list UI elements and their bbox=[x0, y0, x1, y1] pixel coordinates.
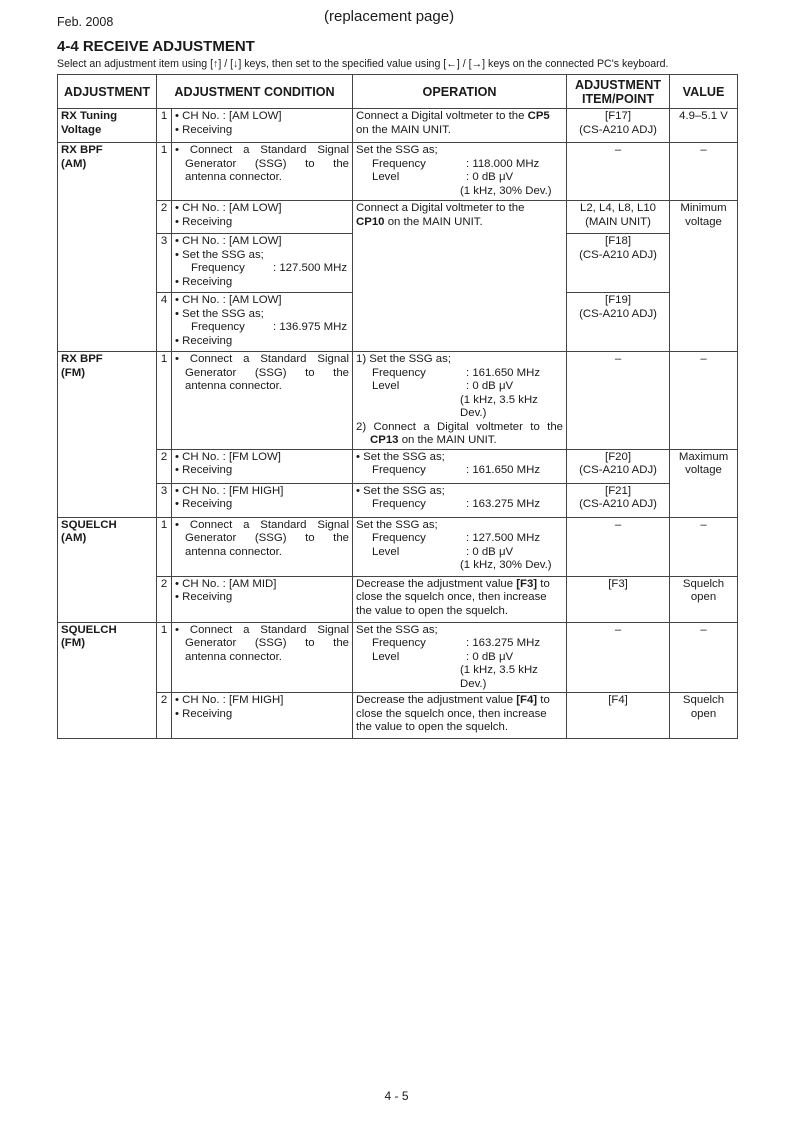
condition-line: • Receiving bbox=[175, 124, 349, 138]
operation-line: Decrease the adjustment value [F4] to bbox=[356, 694, 550, 706]
operation-cell bbox=[353, 517, 567, 576]
item-point-line: [F18] bbox=[605, 235, 631, 247]
item-point-line: [F20] bbox=[605, 450, 631, 463]
condition-line: • Receiving bbox=[175, 335, 349, 349]
condition-cell bbox=[172, 109, 353, 143]
step-number: 3 bbox=[157, 483, 172, 517]
value-line: voltage bbox=[685, 464, 722, 476]
condition-line: • Connect a Standard Signal bbox=[175, 624, 349, 638]
item-point-cell: – bbox=[567, 352, 670, 450]
operation-line: (1 kHz, 3.5 kHz Dev.) bbox=[460, 664, 538, 690]
operation-line: Connect a Digital voltmeter to the bbox=[356, 202, 525, 214]
header-condition: ADJUSTMENT CONDITION bbox=[157, 75, 353, 109]
condition-line: • CH No. : [FM LOW] bbox=[175, 451, 349, 465]
table-row bbox=[58, 693, 738, 739]
condition-cell bbox=[172, 352, 353, 450]
condition-line: • CH No. : [AM LOW] bbox=[175, 294, 349, 308]
condition-line: • Receiving bbox=[175, 708, 349, 722]
item-point-cell: – bbox=[567, 517, 670, 576]
receive-adjustment-table bbox=[57, 74, 738, 739]
item-point-cell: [F3] bbox=[567, 576, 670, 622]
table-row bbox=[58, 109, 738, 143]
table-row bbox=[58, 143, 738, 201]
operation-line: Level : 0 dB μV bbox=[372, 171, 514, 183]
operation-line: (1 kHz, 30% Dev.) bbox=[460, 559, 552, 571]
condition-line: Generator (SSG) to the bbox=[185, 637, 350, 649]
operation-cell bbox=[353, 143, 567, 201]
condition-cell bbox=[172, 201, 353, 234]
operation-line: on the MAIN UNIT. bbox=[356, 123, 451, 136]
value-line: Minimum bbox=[680, 202, 727, 214]
table-row bbox=[58, 483, 738, 517]
condition-line: • CH No. : [AM LOW] bbox=[175, 110, 349, 124]
operation-line: Level : 0 dB μV bbox=[372, 380, 514, 392]
header-adjustment: ADJUSTMENT bbox=[58, 75, 157, 109]
condition-line: Generator (SSG) to the bbox=[185, 157, 350, 170]
step-number: 2 bbox=[157, 201, 172, 234]
item-point-cell bbox=[567, 234, 670, 293]
condition-cell bbox=[172, 234, 353, 293]
operation-line: Frequency : 163.275 MHz bbox=[372, 637, 541, 649]
page-number: 4 - 5 bbox=[384, 1089, 409, 1103]
table-row bbox=[58, 352, 738, 450]
condition-line: antenna connector. bbox=[185, 380, 282, 392]
operation-line: • Set the SSG as; bbox=[356, 451, 563, 465]
condition-line: • CH No. : [AM MID] bbox=[175, 578, 349, 592]
value-cell: – bbox=[670, 143, 738, 201]
value-cell bbox=[670, 201, 738, 352]
operation-line: Set the SSG as; bbox=[356, 144, 438, 156]
step-number: 2 bbox=[157, 693, 172, 739]
operation-line: (1 kHz, 3.5 kHz Dev.) bbox=[460, 393, 538, 419]
item-point-line: [F21] bbox=[605, 484, 631, 497]
operation-line: the value to open the squelch. bbox=[356, 604, 509, 617]
operation-line: Frequency : 163.275 MHz bbox=[372, 498, 541, 510]
operation-line: Frequency : 161.650 MHz bbox=[372, 366, 541, 379]
item-squelch-fm bbox=[58, 622, 157, 739]
condition-line: Frequency : 127.500 MHz bbox=[191, 262, 348, 274]
operation-cell bbox=[353, 201, 567, 352]
value-cell bbox=[670, 693, 738, 739]
table-row bbox=[58, 576, 738, 622]
operation-cell bbox=[353, 622, 567, 693]
step-number: 1 bbox=[157, 352, 172, 450]
item-point-line: [F19] bbox=[605, 294, 631, 306]
condition-cell bbox=[172, 622, 353, 693]
condition-line: • Connect a Standard Signal bbox=[175, 519, 349, 533]
item-point-line: L2, L4, L8, L10 bbox=[580, 202, 657, 214]
item-point-line: (CS-A210 ADJ) bbox=[579, 123, 657, 136]
step-number: 1 bbox=[157, 143, 172, 201]
item-point-cell bbox=[567, 109, 670, 143]
operation-line: Level : 0 dB μV bbox=[372, 650, 514, 663]
table-row bbox=[58, 622, 738, 693]
item-rx-tuning bbox=[58, 109, 157, 143]
operation-line: Set the SSG as; bbox=[356, 623, 438, 636]
item-name-line: (FM) bbox=[61, 366, 86, 379]
operation-line: Frequency : 127.500 MHz bbox=[372, 532, 541, 544]
condition-line: Generator (SSG) to the bbox=[185, 532, 350, 544]
condition-line: • CH No. : [AM LOW] bbox=[175, 202, 349, 216]
item-point-line: (CS-A210 ADJ) bbox=[579, 307, 657, 320]
condition-line: • Receiving bbox=[175, 464, 349, 478]
operation-line: Frequency : 118.000 MHz bbox=[372, 157, 540, 170]
instruction-text: Select an adjustment item using [↑] / [↓] keys, then set to the specified value using [←] / [→] keys on the connected PC's keyboard. bbox=[57, 58, 669, 70]
condition-cell bbox=[172, 483, 353, 517]
condition-line: • Receiving bbox=[175, 276, 349, 290]
table-row bbox=[58, 201, 738, 234]
value-cell: – bbox=[670, 352, 738, 450]
condition-line: • Receiving bbox=[175, 498, 349, 512]
operation-line: close the squelch once, then increase bbox=[356, 591, 547, 603]
condition-line: antenna connector. bbox=[185, 650, 282, 663]
condition-cell bbox=[172, 576, 353, 622]
item-point-cell: [F4] bbox=[567, 693, 670, 739]
value-line: voltage bbox=[685, 215, 722, 228]
item-name-line: Voltage bbox=[61, 123, 102, 136]
condition-line: • Set the SSG as; bbox=[175, 249, 349, 263]
replacement-note: (replacement page) bbox=[324, 8, 455, 25]
operation-line: • Set the SSG as; bbox=[356, 485, 563, 499]
condition-line: Generator (SSG) to the bbox=[185, 366, 350, 379]
item-point-cell bbox=[567, 449, 670, 483]
header-date: Feb. 2008 bbox=[57, 15, 114, 29]
step-number: 3 bbox=[157, 234, 172, 293]
value-cell bbox=[670, 449, 738, 517]
operation-line: 2) Connect a Digital voltmeter to the bbox=[356, 420, 564, 433]
item-point-line: [F17] bbox=[605, 110, 631, 122]
item-point-line: (CS-A210 ADJ) bbox=[579, 498, 657, 510]
operation-cell bbox=[353, 352, 567, 450]
value-line: Squelch bbox=[682, 694, 725, 706]
item-rx-bpf-fm bbox=[58, 352, 157, 518]
condition-line: • Connect a Standard Signal bbox=[175, 353, 349, 367]
value-line: Maximum bbox=[678, 450, 729, 463]
item-name-line: SQUELCH bbox=[61, 623, 117, 636]
table-row bbox=[58, 449, 738, 483]
condition-line: antenna connector. bbox=[185, 171, 282, 183]
value-cell: – bbox=[670, 517, 738, 576]
item-point-line: (CS-A210 ADJ) bbox=[579, 464, 657, 476]
item-name-line: (FM) bbox=[61, 637, 86, 649]
header-item-point-line2: ITEM/POINT bbox=[581, 91, 655, 106]
step-number: 4 bbox=[157, 293, 172, 352]
condition-line: • CH No. : [FM HIGH] bbox=[175, 485, 349, 499]
value-line: open bbox=[690, 591, 717, 603]
condition-line: • CH No. : [AM LOW] bbox=[175, 235, 349, 249]
item-name-line: RX BPF bbox=[61, 353, 103, 365]
operation-line: CP13 on the MAIN UNIT. bbox=[370, 434, 497, 446]
operation-line: Level : 0 dB μV bbox=[372, 545, 514, 558]
item-point-cell: – bbox=[567, 622, 670, 693]
item-name-line: (AM) bbox=[61, 532, 87, 544]
condition-cell bbox=[172, 517, 353, 576]
condition-line: • Set the SSG as; bbox=[175, 308, 349, 322]
operation-line: close the squelch once, then increase bbox=[356, 707, 547, 720]
condition-line: • Connect a Standard Signal bbox=[175, 144, 349, 158]
step-number: 1 bbox=[157, 517, 172, 576]
header-value: VALUE bbox=[670, 75, 738, 109]
item-rx-bpf-am bbox=[58, 143, 157, 352]
value-cell: 4.9–5.1 V bbox=[670, 109, 738, 143]
item-point-line: (CS-A210 ADJ) bbox=[579, 248, 657, 261]
table-row bbox=[58, 517, 738, 576]
header-item-point bbox=[567, 75, 670, 109]
header-operation: OPERATION bbox=[353, 75, 567, 109]
condition-line: • CH No. : [FM HIGH] bbox=[175, 694, 349, 708]
step-number: 2 bbox=[157, 576, 172, 622]
section-title: 4-4 RECEIVE ADJUSTMENT bbox=[57, 38, 255, 55]
item-name-line: RX Tuning bbox=[61, 110, 118, 122]
operation-cell bbox=[353, 109, 567, 143]
step-number: 1 bbox=[157, 109, 172, 143]
table-header-row bbox=[58, 75, 738, 109]
condition-cell bbox=[172, 293, 353, 352]
value-cell bbox=[670, 576, 738, 622]
item-point-cell bbox=[567, 293, 670, 352]
condition-line: • Receiving bbox=[175, 216, 349, 230]
value-cell: – bbox=[670, 622, 738, 693]
operation-cell bbox=[353, 693, 567, 739]
item-point-cell: – bbox=[567, 143, 670, 201]
item-name-line: SQUELCH bbox=[61, 518, 117, 531]
operation-line: the value to open the squelch. bbox=[356, 721, 509, 733]
condition-cell bbox=[172, 143, 353, 201]
item-name-line: (AM) bbox=[61, 157, 87, 170]
item-name-line: RX BPF bbox=[61, 144, 103, 156]
condition-line: antenna connector. bbox=[185, 545, 282, 558]
operation-line: Set the SSG as; bbox=[356, 518, 438, 531]
operation-cell bbox=[353, 483, 567, 517]
step-number: 2 bbox=[157, 449, 172, 483]
condition-line: Frequency : 136.975 MHz bbox=[191, 321, 348, 333]
value-line: open bbox=[690, 707, 717, 720]
header-item-point-line1: ADJUSTMENT bbox=[574, 77, 662, 92]
operation-line: (1 kHz, 30% Dev.) bbox=[460, 184, 552, 197]
operation-line: 1) Set the SSG as; bbox=[356, 353, 451, 365]
operation-line: CP10 on the MAIN UNIT. bbox=[356, 215, 483, 228]
operation-cell bbox=[353, 576, 567, 622]
value-line: Squelch bbox=[682, 577, 725, 590]
item-point-cell bbox=[567, 483, 670, 517]
item-squelch-am bbox=[58, 517, 157, 622]
operation-cell bbox=[353, 449, 567, 483]
condition-cell bbox=[172, 449, 353, 483]
step-number: 1 bbox=[157, 622, 172, 693]
operation-line: Decrease the adjustment value [F3] to bbox=[356, 577, 550, 590]
item-point-line: (MAIN UNIT) bbox=[585, 215, 651, 228]
condition-line: • Receiving bbox=[175, 591, 349, 605]
condition-cell bbox=[172, 693, 353, 739]
item-point-cell bbox=[567, 201, 670, 234]
operation-line: Frequency : 161.650 MHz bbox=[372, 464, 541, 476]
operation-line: Connect a Digital voltmeter to the CP5 bbox=[356, 110, 550, 122]
